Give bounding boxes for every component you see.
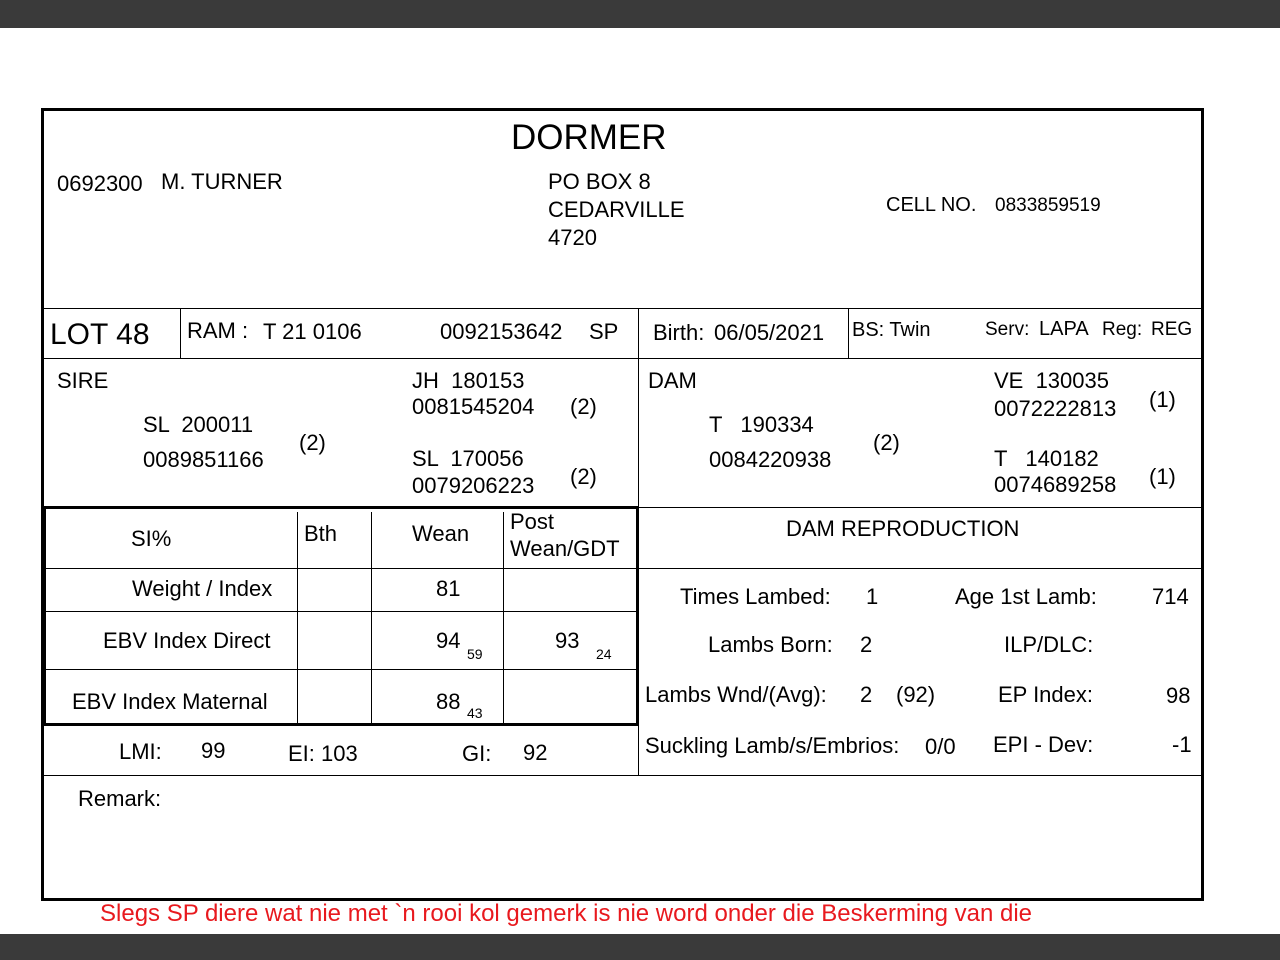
wean-value: 88 <box>436 689 461 714</box>
epi-dev-label: EPI - Dev: <box>993 732 1094 757</box>
rule <box>43 611 639 612</box>
breeder-number: 0692300 <box>57 171 143 196</box>
rule <box>639 507 1202 508</box>
remark-label: Remark: <box>78 786 162 811</box>
sp-flag: SP <box>589 319 619 344</box>
ilp-dlc-label: ILP/DLC: <box>1004 632 1094 657</box>
dam-sire-count: (1) <box>1149 387 1176 412</box>
post-accuracy: 24 <box>596 646 612 662</box>
wean-value: 94 <box>436 628 461 653</box>
bottom-bar <box>0 934 1280 960</box>
rule <box>43 358 1202 359</box>
ep-index-label: EP Index: <box>998 682 1093 707</box>
sire-id: SL 200011 <box>143 412 254 437</box>
row-label: EBV Index Maternal <box>72 689 268 714</box>
serv-label: Serv: <box>985 319 1030 340</box>
rule <box>639 568 1202 569</box>
dam-id: T 190334 <box>709 412 814 437</box>
dam-label: DAM <box>648 368 697 393</box>
lambs-weaned-avg: (92) <box>896 682 936 707</box>
rule <box>371 512 372 724</box>
ei-value: EI: 103 <box>288 741 358 766</box>
birth-label: Birth: <box>653 320 705 345</box>
dam-sire-number: 0072222813 <box>994 396 1117 421</box>
rule <box>297 512 298 724</box>
rule <box>848 308 849 359</box>
cell-label: CELL NO. <box>886 194 977 216</box>
registration-number: 0092153642 <box>440 319 563 344</box>
dam-count: (2) <box>873 430 900 455</box>
bth-header: Bth <box>304 521 338 546</box>
sire-sire-id: JH 180153 <box>412 368 525 393</box>
lambs-born-value: 2 <box>860 632 873 657</box>
breed-title: DORMER <box>511 118 667 157</box>
lambs-born-label: Lambs Born: <box>708 632 833 657</box>
dam-dam-count: (1) <box>1149 464 1176 489</box>
wean-value: 81 <box>436 576 461 601</box>
address-line: PO BOX 8 <box>548 169 651 194</box>
epi-dev-value: -1 <box>1172 732 1192 757</box>
rule <box>43 507 46 725</box>
times-lambed-label: Times Lambed: <box>680 584 831 609</box>
breeder-name: M. TURNER <box>161 169 283 194</box>
times-lambed-value: 1 <box>866 584 879 609</box>
si-header: SI% <box>131 526 172 551</box>
address-line: 4720 <box>548 225 597 250</box>
birth-status: BS: Twin <box>852 319 931 341</box>
age-first-lamb-label: Age 1st Lamb: <box>955 584 1097 609</box>
dam-sire-id: VE 130035 <box>994 368 1109 393</box>
gi-value: 92 <box>523 740 548 765</box>
rule <box>636 507 639 725</box>
rule <box>43 568 639 569</box>
sire-dam-number: 0079206223 <box>412 473 535 498</box>
rule <box>43 669 639 670</box>
suckling-value: 0/0 <box>925 734 956 759</box>
age-first-lamb-value: 714 <box>1152 584 1189 609</box>
rule <box>180 308 181 359</box>
reg-value: REG <box>1151 319 1193 340</box>
sire-sire-number: 0081545204 <box>412 394 535 419</box>
sire-number: 0089851166 <box>143 447 264 472</box>
sire-count: (2) <box>299 430 326 455</box>
post-value: 93 <box>555 628 580 653</box>
top-bar <box>0 0 1280 28</box>
ram-label: RAM : <box>187 318 249 343</box>
post-wean-header: Wean/GDT <box>510 536 620 561</box>
wean-accuracy: 59 <box>467 646 483 662</box>
dam-repro-title: DAM REPRODUCTION <box>786 516 1020 541</box>
gi-label: GI: <box>462 741 492 766</box>
lambs-weaned-value: 2 <box>860 682 873 707</box>
suckling-label: Suckling Lamb/s/Embrios: <box>645 733 900 758</box>
dam-dam-id: T 140182 <box>994 446 1099 471</box>
dam-number: 0084220938 <box>709 447 832 472</box>
sire-sire-count: (2) <box>570 394 597 419</box>
serv-value: LAPA <box>1039 318 1089 340</box>
sire-dam-count: (2) <box>570 464 597 489</box>
lmi-value: 99 <box>201 738 226 763</box>
wean-header: Wean <box>412 521 470 546</box>
reg-label: Reg: <box>1102 319 1143 340</box>
card <box>41 108 1204 901</box>
dam-dam-number: 0074689258 <box>994 472 1117 497</box>
wean-accuracy: 43 <box>467 705 483 721</box>
footer-warning: Slegs SP diere wat nie met `n rooi kol gemerk is nie word onder die Beskerming van die <box>100 900 1033 927</box>
rule <box>43 723 639 726</box>
rule <box>43 308 1202 309</box>
address-line: CEDARVILLE <box>548 197 685 222</box>
ep-index-value: 98 <box>1166 683 1191 708</box>
lot-number: LOT 48 <box>50 318 150 351</box>
lambs-weaned-label: Lambs Wnd/(Avg): <box>645 682 827 707</box>
post-wean-header: Post <box>510 509 555 534</box>
lmi-label: LMI: <box>119 739 162 764</box>
sire-label: SIRE <box>57 368 109 393</box>
birth-date: 06/05/2021 <box>714 320 825 345</box>
cell-number: 0833859519 <box>995 195 1101 216</box>
row-label: Weight / Index <box>132 576 273 601</box>
sire-dam-id: SL 170056 <box>412 446 524 471</box>
rule <box>43 775 1202 776</box>
ram-id: T 21 0106 <box>263 319 362 344</box>
row-label: EBV Index Direct <box>103 628 271 653</box>
rule <box>503 512 504 724</box>
